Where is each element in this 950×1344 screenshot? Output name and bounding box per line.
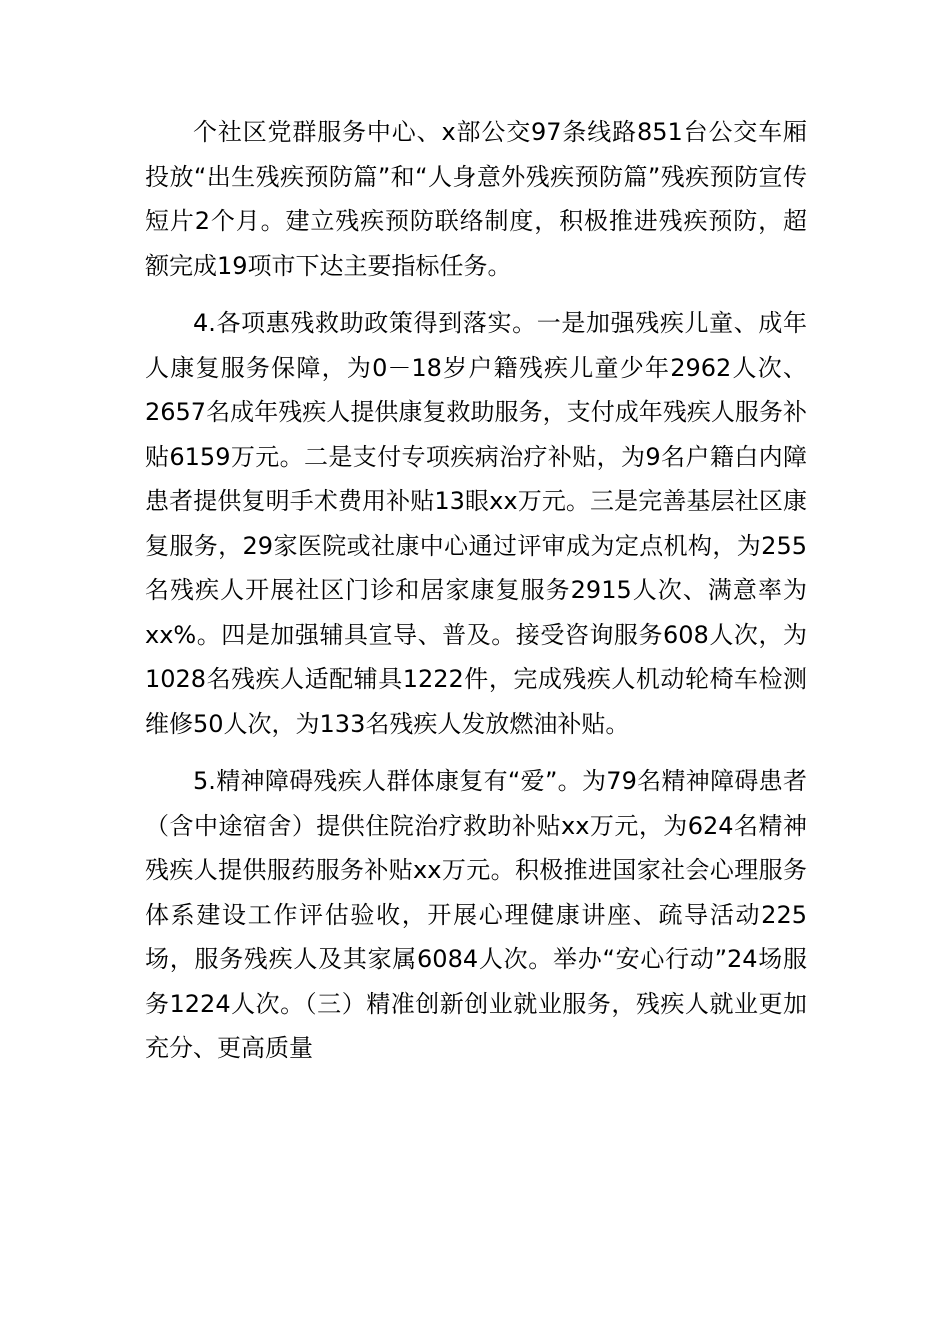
paragraph-mental-rehab: 5.精神障碍残疾人群体康复有“爱”。为79名精神障碍患者（含中途宿舍）提供住院治疗救助补贴xx万元，为624名精神残疾人提供服药服务补贴xx万元。积极推进国家社会心理服务体系建设工作评估验收，开展心理健康讲座、疏导活动225场，服务残疾人及其家属6084人次。举办“安心行动”24场服务1224人次。（三）精准创新创业就业服务，残疾人就业更加充分、更高质量 [145,767,807,1062]
paragraph-prevention: 个社区党群服务中心、x部公交97条线路851台公交车厢投放“出生残疾预防篇”和“人身意外残疾预防篇”残疾预防宣传短片2个月。建立残疾预防联络制度，积极推进残疾预防，超额完成19项市下达主要指标任务。 [145,118,807,280]
document-page [145,110,807,1084]
paragraph-assistance-policies: 4.各项惠残救助政策得到落实。一是加强残疾儿童、成年人康复服务保障，为0－18岁户籍残疾儿童少年2962人次、2657名成年残疾人提供康复救助服务，支付成年残疾人服务补贴6159万元。二是支付专项疾病治疗补贴，为9名户籍白内障患者提供复明手术费用补贴13眼xx万元。三是完善基层社区康复服务，29家医院或社康中心通过评审成为定点机构，为255名残疾人开展社区门诊和居家康复服务2915人次、满意率为xx%。四是加强辅具宣导、普及。接受咨询服务608人次，为1028名残疾人适配辅具1222件，完成残疾人机动轮椅车检测维修50人次，为133名残疾人发放燃油补贴。 [145,309,807,738]
